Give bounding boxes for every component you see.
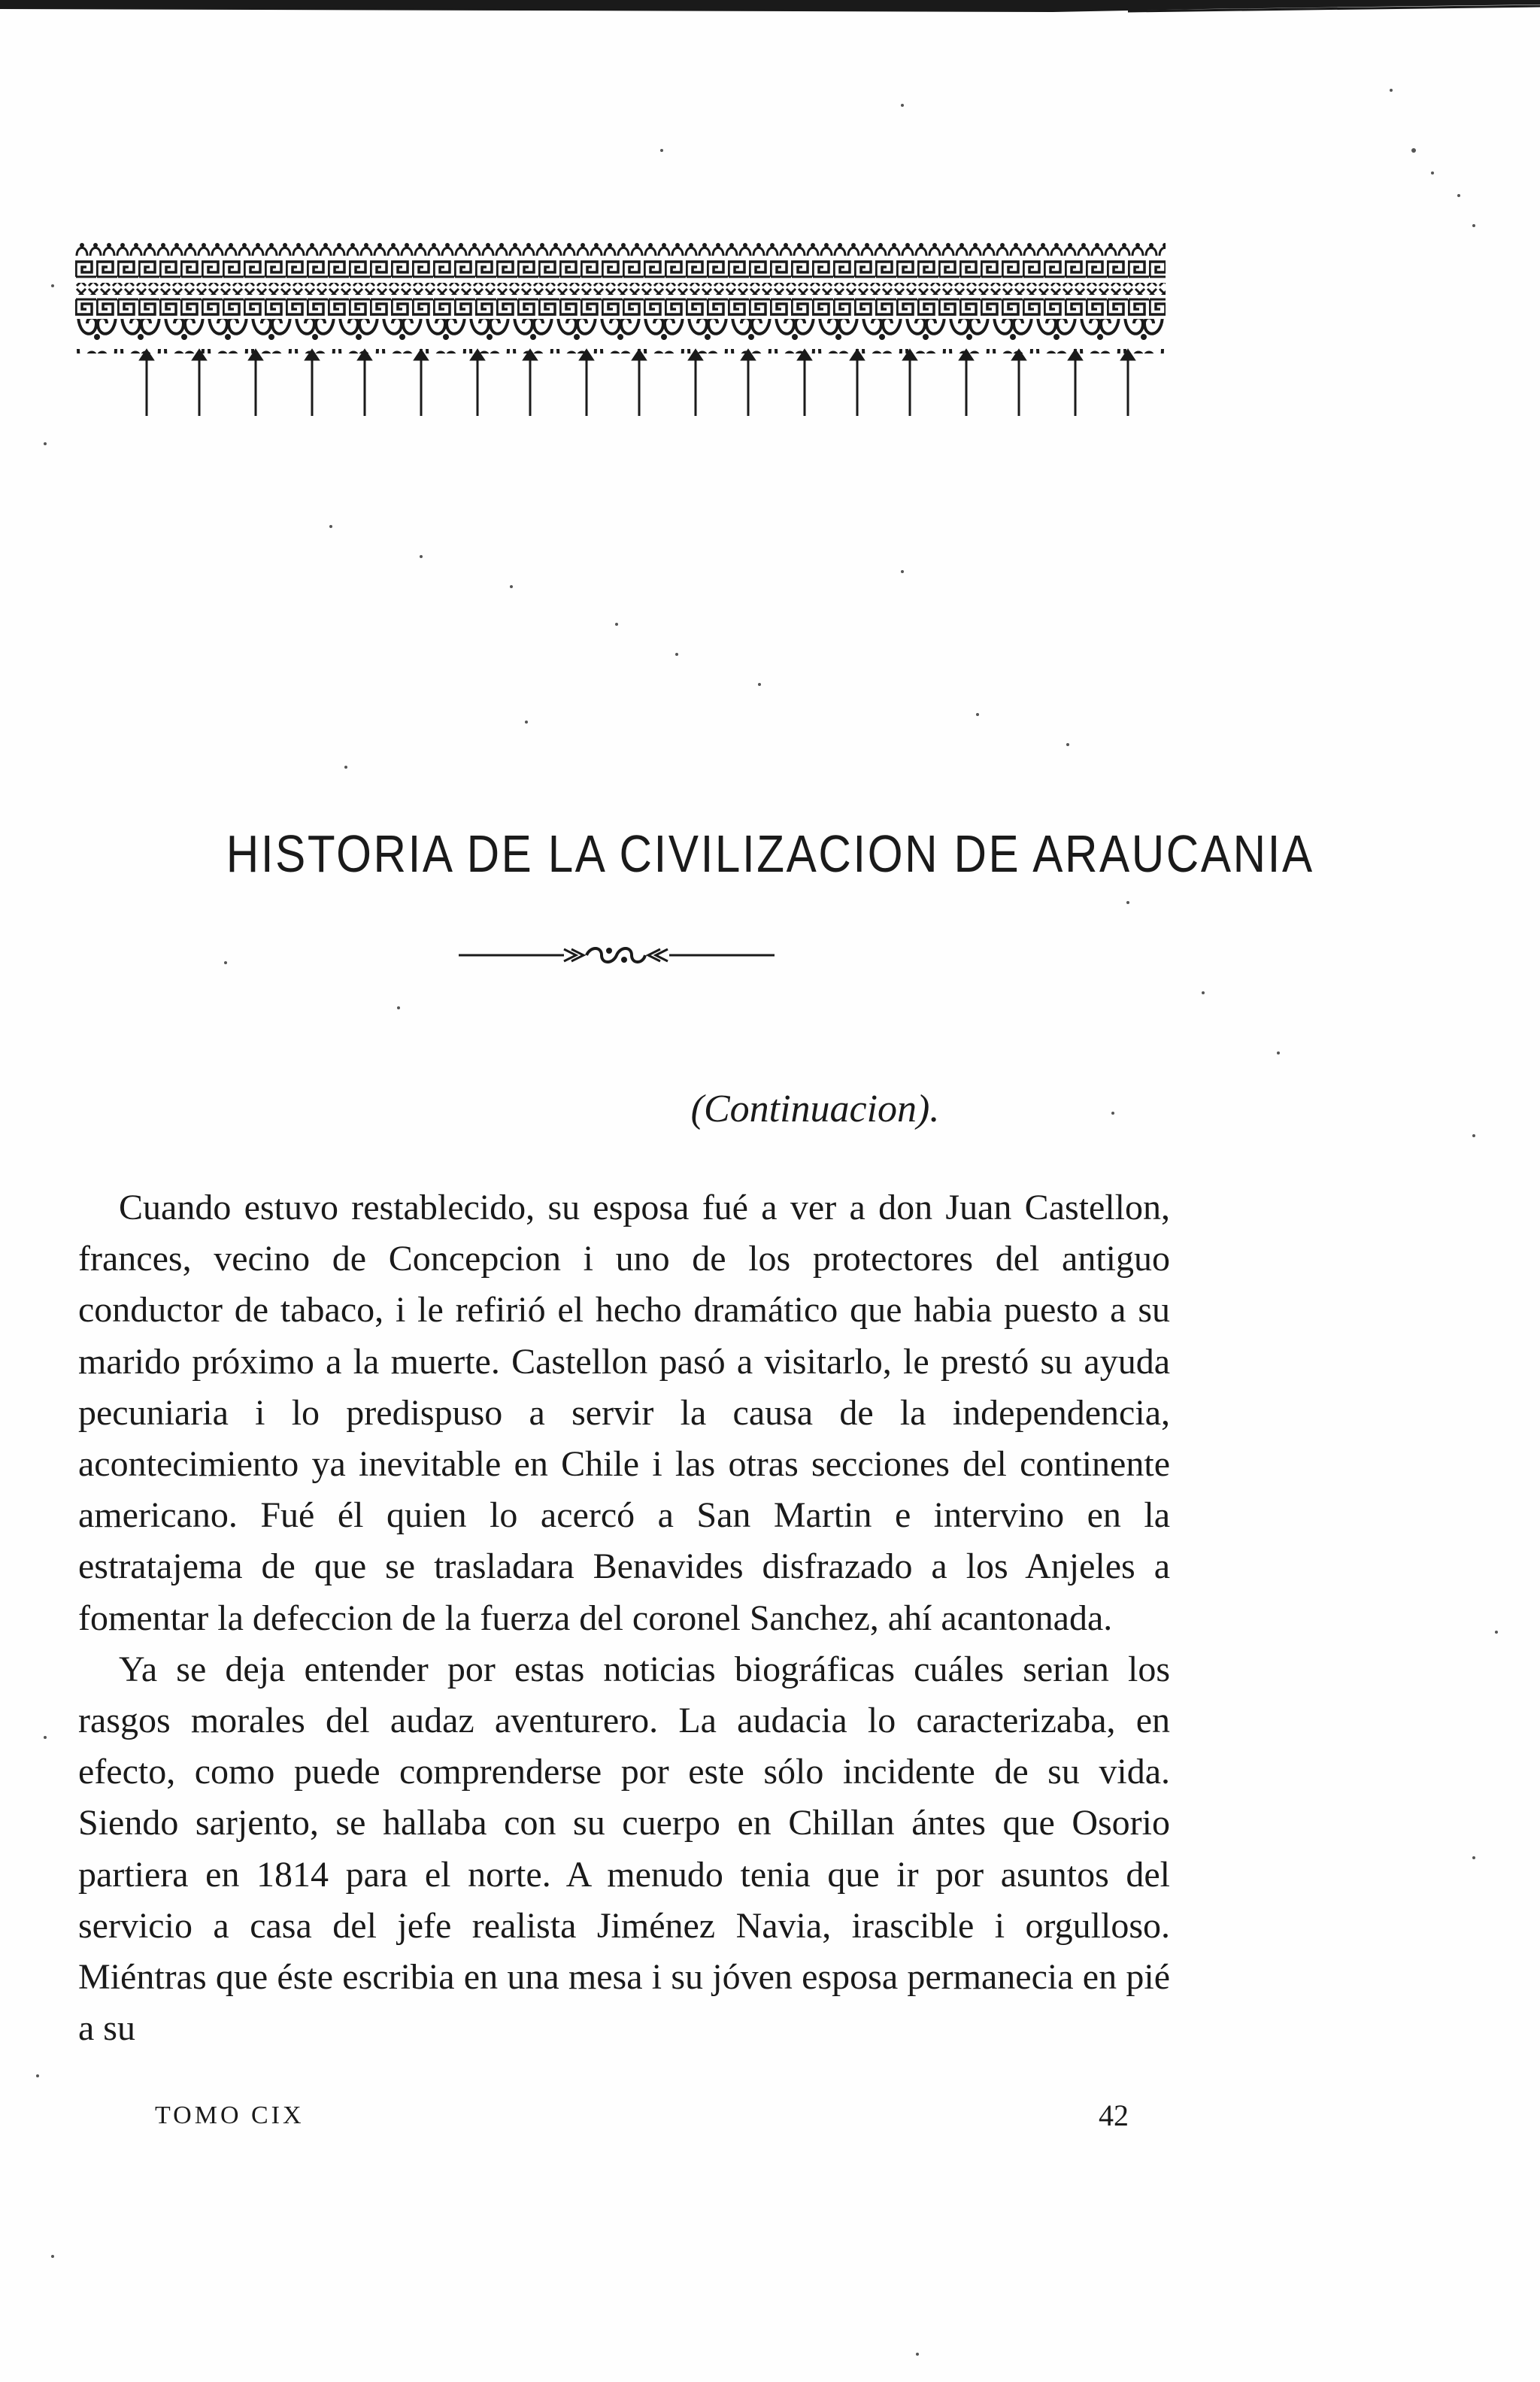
paragraph: Cuando estuvo restablecido, su esposa fué a ver a don Juan Castellon, frances, vecino de Concepcion i uno de los protectores del antiguo conductor de tabaco, i le refirió el hecho dramático que habia puesto a su marido próximo a la muerte. Castellon pasó a visitarlo, le prestó su ayuda pecuniaria i lo predispuso a servir la causa de la independencia, acontecimiento ya inevitable en Chile i las otras secciones del continente americano. Fué él quien lo acercó a San Martin e intervino en la estratajema de que se trasladara Benavides disfrazado a los Anjeles a fomentar la defeccion de la fuerza del coronel Sanchez, ahí acantonada. xyxy=(78,1188,1170,1638)
body-text xyxy=(78,1182,1170,2054)
title-divider-flourish xyxy=(451,940,782,970)
page-number: 42 xyxy=(1099,2098,1129,2132)
paragraph: Ya se deja entender por estas noticias biográficas cuáles serian los rasgos morales del audaz aventurero. La audacia lo caracterizaba, en efecto, como puede comprenderse por este sólo incidente de su vida. Siendo sarjento, se hallaba con su cuerpo en Chillan ántes que Osorio partiera en 1814 para el norte. A menudo tenia que ir por asuntos del servicio a casa del jefe realista Jiménez Navia, irascible i orgulloso. Miéntras que éste escribia en una mesa i su jóven esposa permanecia en pié a su xyxy=(78,1649,1170,2049)
volume-label: TOMO CIX xyxy=(155,2101,305,2129)
chapter-title-text: HISTORIA DE LA CIVILIZACION DE ARAUCANIA xyxy=(226,824,1314,883)
page-footer xyxy=(78,2089,1170,2142)
page-top-edge-rule xyxy=(0,0,1540,23)
continuation-subtitle-text: (Continuacion). xyxy=(690,1088,940,1130)
chapter-title xyxy=(0,816,1540,891)
continuation-subtitle xyxy=(0,1083,1540,1136)
decorative-header-ornament xyxy=(75,239,1166,427)
